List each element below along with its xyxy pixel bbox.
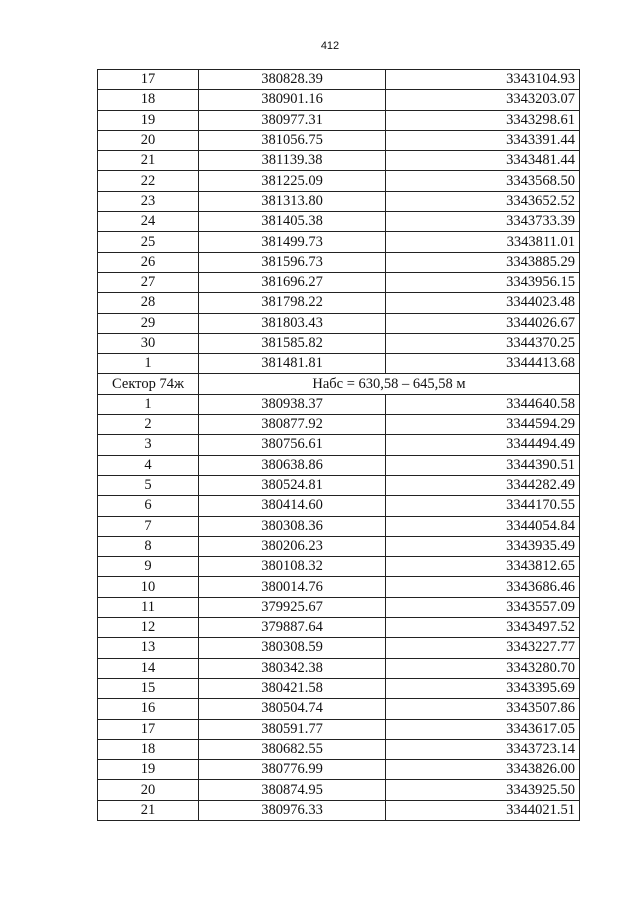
table-row (98, 780, 580, 800)
y-coordinate-cell: 3343203.07 (386, 90, 580, 110)
table-row (98, 415, 580, 435)
x-coordinate-cell: 380901.16 (199, 90, 386, 110)
table-row (98, 130, 580, 150)
x-coordinate-cell: 380342.38 (199, 658, 386, 678)
table-row (98, 272, 580, 292)
table-row (98, 252, 580, 272)
point-number-cell: 16 (98, 699, 199, 719)
point-number-cell: 6 (98, 496, 199, 516)
table-row (98, 597, 580, 617)
x-coordinate-cell: 380206.23 (199, 536, 386, 556)
y-coordinate-cell: 3343497.52 (386, 618, 580, 638)
point-number-cell: 19 (98, 760, 199, 780)
y-coordinate-cell: 3343481.44 (386, 151, 580, 171)
table-row (98, 719, 580, 739)
coordinates-table-body-b (98, 394, 580, 820)
table-row (98, 475, 580, 495)
y-coordinate-cell: 3343956.15 (386, 272, 580, 292)
y-coordinate-cell: 3344054.84 (386, 516, 580, 536)
x-coordinate-cell: 380776.99 (199, 760, 386, 780)
table-row (98, 394, 580, 414)
point-number-cell: 5 (98, 475, 199, 495)
y-coordinate-cell: 3344170.55 (386, 496, 580, 516)
x-coordinate-cell: 381585.82 (199, 333, 386, 353)
x-coordinate-cell: 381596.73 (199, 252, 386, 272)
table-row (98, 516, 580, 536)
y-coordinate-cell: 3344021.51 (386, 800, 580, 820)
point-number-cell: 1 (98, 394, 199, 414)
table-row (98, 212, 580, 232)
table-row (98, 293, 580, 313)
table-row (98, 638, 580, 658)
table-row (98, 151, 580, 171)
point-number-cell: 4 (98, 455, 199, 475)
table-row (98, 760, 580, 780)
table-row (98, 455, 580, 475)
y-coordinate-cell: 3343925.50 (386, 780, 580, 800)
table-row (98, 658, 580, 678)
point-number-cell: 17 (98, 70, 199, 90)
table-row (98, 739, 580, 759)
y-coordinate-cell: 3344390.51 (386, 455, 580, 475)
x-coordinate-cell: 381499.73 (199, 232, 386, 252)
x-coordinate-cell: 380504.74 (199, 699, 386, 719)
x-coordinate-cell: 380108.32 (199, 557, 386, 577)
coordinates-table (97, 69, 580, 821)
x-coordinate-cell: 380874.95 (199, 780, 386, 800)
x-coordinate-cell: 380308.59 (199, 638, 386, 658)
point-number-cell: 26 (98, 252, 199, 272)
point-number-cell: 7 (98, 516, 199, 536)
table-row (98, 536, 580, 556)
y-coordinate-cell: 3344494.49 (386, 435, 580, 455)
y-coordinate-cell: 3343686.46 (386, 577, 580, 597)
y-coordinate-cell: 3343227.77 (386, 638, 580, 658)
x-coordinate-cell: 380014.76 (199, 577, 386, 597)
point-number-cell: 11 (98, 597, 199, 617)
point-number-cell: 2 (98, 415, 199, 435)
y-coordinate-cell: 3343652.52 (386, 191, 580, 211)
y-coordinate-cell: 3344023.48 (386, 293, 580, 313)
x-coordinate-cell: 380308.36 (199, 516, 386, 536)
sector-header-row (98, 374, 580, 394)
point-number-cell: 21 (98, 151, 199, 171)
y-coordinate-cell: 3343507.86 (386, 699, 580, 719)
y-coordinate-cell: 3343617.05 (386, 719, 580, 739)
x-coordinate-cell: 380591.77 (199, 719, 386, 739)
x-coordinate-cell: 379925.67 (199, 597, 386, 617)
x-coordinate-cell: 380524.81 (199, 475, 386, 495)
y-coordinate-cell: 3343557.09 (386, 597, 580, 617)
x-coordinate-cell: 381405.38 (199, 212, 386, 232)
point-number-cell: 8 (98, 536, 199, 556)
y-coordinate-cell: 3344640.58 (386, 394, 580, 414)
sector-label: Сектор 74ж (98, 374, 199, 394)
point-number-cell: 22 (98, 171, 199, 191)
point-number-cell: 1 (98, 354, 199, 374)
point-number-cell: 19 (98, 110, 199, 130)
table-row (98, 435, 580, 455)
y-coordinate-cell: 3343733.39 (386, 212, 580, 232)
x-coordinate-cell: 380877.92 (199, 415, 386, 435)
x-coordinate-cell: 380938.37 (199, 394, 386, 414)
table-row (98, 354, 580, 374)
table-row (98, 313, 580, 333)
point-number-cell: 17 (98, 719, 199, 739)
y-coordinate-cell: 3343811.01 (386, 232, 580, 252)
point-number-cell: 25 (98, 232, 199, 252)
point-number-cell: 24 (98, 212, 199, 232)
table-row (98, 496, 580, 516)
y-coordinate-cell: 3343568.50 (386, 171, 580, 191)
y-coordinate-cell: 3343885.29 (386, 252, 580, 272)
point-number-cell: 21 (98, 800, 199, 820)
x-coordinate-cell: 381056.75 (199, 130, 386, 150)
point-number-cell: 12 (98, 618, 199, 638)
y-coordinate-cell: 3344282.49 (386, 475, 580, 495)
x-coordinate-cell: 380638.86 (199, 455, 386, 475)
y-coordinate-cell: 3344026.67 (386, 313, 580, 333)
table-row (98, 90, 580, 110)
point-number-cell: 27 (98, 272, 199, 292)
sector-header-group (98, 374, 580, 394)
table-row (98, 70, 580, 90)
x-coordinate-cell: 381139.38 (199, 151, 386, 171)
y-coordinate-cell: 3343812.65 (386, 557, 580, 577)
point-number-cell: 23 (98, 191, 199, 211)
x-coordinate-cell: 380977.31 (199, 110, 386, 130)
point-number-cell: 28 (98, 293, 199, 313)
table-row (98, 800, 580, 820)
point-number-cell: 14 (98, 658, 199, 678)
point-number-cell: 18 (98, 739, 199, 759)
table-row (98, 557, 580, 577)
point-number-cell: 15 (98, 678, 199, 698)
table-row (98, 618, 580, 638)
y-coordinate-cell: 3343723.14 (386, 739, 580, 759)
x-coordinate-cell: 381696.27 (199, 272, 386, 292)
point-number-cell: 20 (98, 130, 199, 150)
x-coordinate-cell: 380414.60 (199, 496, 386, 516)
y-coordinate-cell: 3344594.29 (386, 415, 580, 435)
x-coordinate-cell: 380976.33 (199, 800, 386, 820)
x-coordinate-cell: 380756.61 (199, 435, 386, 455)
table-row (98, 333, 580, 353)
x-coordinate-cell: 381803.43 (199, 313, 386, 333)
y-coordinate-cell: 3343280.70 (386, 658, 580, 678)
point-number-cell: 18 (98, 90, 199, 110)
table-row (98, 699, 580, 719)
point-number-cell: 13 (98, 638, 199, 658)
x-coordinate-cell: 380421.58 (199, 678, 386, 698)
point-number-cell: 20 (98, 780, 199, 800)
point-number-cell: 29 (98, 313, 199, 333)
y-coordinate-cell: 3343395.69 (386, 678, 580, 698)
table-row (98, 577, 580, 597)
table-row (98, 171, 580, 191)
table-row (98, 110, 580, 130)
y-coordinate-cell: 3343104.93 (386, 70, 580, 90)
page-number: 412 (320, 40, 340, 52)
y-coordinate-cell: 3343935.49 (386, 536, 580, 556)
table-row (98, 191, 580, 211)
y-coordinate-cell: 3343826.00 (386, 760, 580, 780)
x-coordinate-cell: 381313.80 (199, 191, 386, 211)
point-number-cell: 30 (98, 333, 199, 353)
coordinates-table-body-a (98, 70, 580, 374)
point-number-cell: 9 (98, 557, 199, 577)
sector-elevation: Набс = 630,58 – 645,58 м (199, 374, 580, 394)
x-coordinate-cell: 379887.64 (199, 618, 386, 638)
table-row (98, 232, 580, 252)
x-coordinate-cell: 380682.55 (199, 739, 386, 759)
x-coordinate-cell: 381225.09 (199, 171, 386, 191)
y-coordinate-cell: 3344413.68 (386, 354, 580, 374)
x-coordinate-cell: 380828.39 (199, 70, 386, 90)
y-coordinate-cell: 3343391.44 (386, 130, 580, 150)
point-number-cell: 3 (98, 435, 199, 455)
x-coordinate-cell: 381481.81 (199, 354, 386, 374)
y-coordinate-cell: 3343298.61 (386, 110, 580, 130)
x-coordinate-cell: 381798.22 (199, 293, 386, 313)
point-number-cell: 10 (98, 577, 199, 597)
y-coordinate-cell: 3344370.25 (386, 333, 580, 353)
table-row (98, 678, 580, 698)
